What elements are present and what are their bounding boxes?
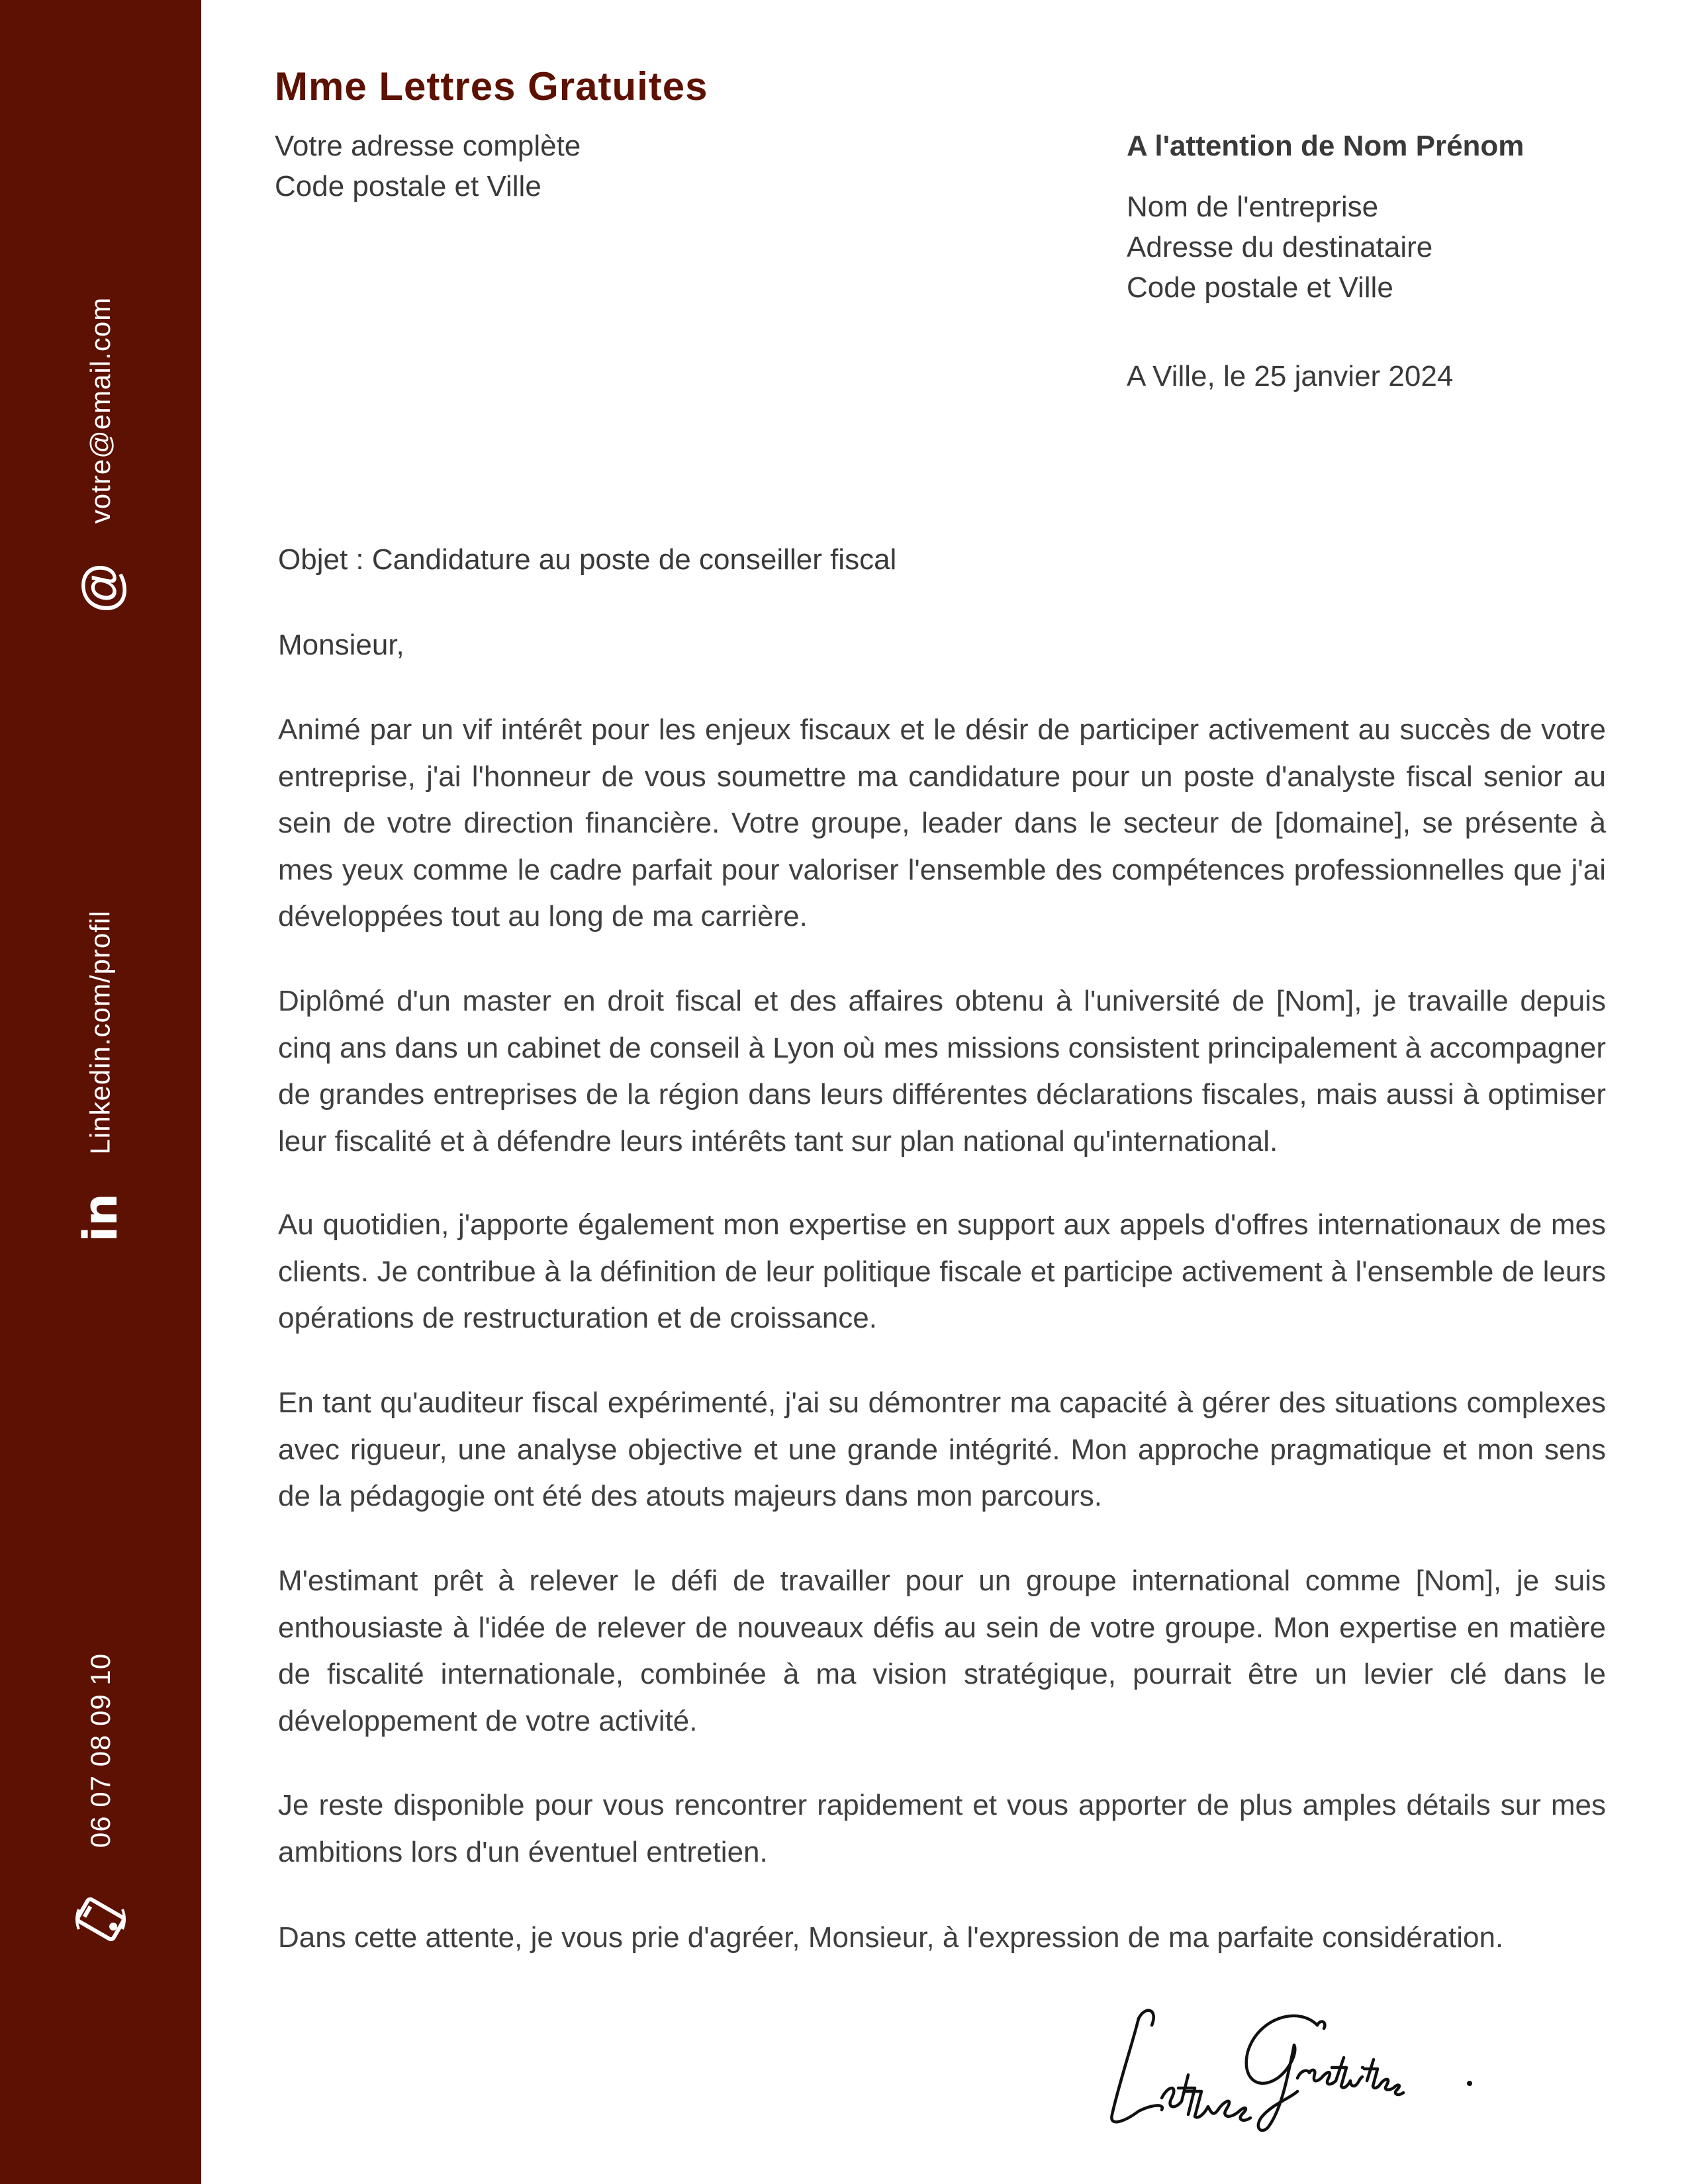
- salutation: Monsieur,: [278, 629, 404, 661]
- phone-icon: [71, 1889, 130, 1949]
- at-icon: @: [71, 562, 130, 614]
- sender-address: [275, 126, 581, 206]
- recipient-city: Code postale et Ville: [1127, 271, 1393, 304]
- closing-paragraph: Dans cette attente, je vous prie d'agréer, Monsieur, à l'expression de ma parfaite considération.: [278, 1921, 1504, 1954]
- sender-address-line1: Votre adresse complète: [275, 130, 581, 162]
- sender-name: Mme Lettres Gratuites: [275, 64, 708, 109]
- sidebar-email[interactable]: [0, 285, 201, 536]
- sidebar-linkedin[interactable]: [0, 890, 201, 1175]
- recipient-company: Nom de l'entreprise: [1127, 191, 1379, 223]
- recipient-address: [1127, 187, 1432, 308]
- date-line: A Ville, le 25 janvier 2024: [1127, 360, 1454, 392]
- signature: [1099, 1979, 1483, 2138]
- recipient-street: Adresse du destinataire: [1127, 231, 1433, 263]
- linkedin-text[interactable]: Linkedin.com/profil: [85, 910, 117, 1155]
- paragraph-5: M'estimant prêt à relever le défi de travailler pour un groupe international comme [Nom], je suis enthousiaste à l'idée de relever de nouveaux défis au sein de votre groupe. Mon expertise en matière de fiscalité internationale, combinée à ma vision stratégique, pourrait être un levier clé dans le développement de votre activité.: [278, 1565, 1606, 1737]
- paragraph-4: En tant qu'auditeur fiscal expérimenté, j'ai su démontrer ma capacité à gérer des situations complexes avec rigueur, une analyse objective et une grande intégrité. Mon approche pragmatique et mon sens de la pédagogie ont été des atouts majeurs dans mon parcours.: [278, 1387, 1606, 1512]
- paragraph-2: Diplômé d'un master en droit fiscal et des affaires obtenu à l'université de [Nom], je travaille depuis cinq ans dans un cabinet de conseil à Lyon où mes missions consistent principalement à accompagner de grandes entreprises de la région dans leurs différentes déclarations fiscales, mais aussi à optimiser leur fiscalité et à défendre leurs intérêts tant sur plan national qu'international.: [278, 985, 1606, 1158]
- linkedin-icon: in: [73, 1193, 128, 1242]
- recipient-attention: A l'attention de Nom Prénom: [1127, 130, 1524, 162]
- sender-address-line2: Code postale et Ville: [275, 170, 541, 203]
- phone-icon-wrap: [0, 1889, 201, 1949]
- subject-line: Objet : Candidature au poste de conseiller fiscal: [278, 543, 897, 576]
- at-icon-wrap: [0, 561, 201, 614]
- paragraph-1: Animé par un vif intérêt pour les enjeux fiscaux et le désir de participer activement au succès de votre entreprise, j'ai l'honneur de vous soumettre ma candidature pour un poste d'analyste fiscal senior au sein de votre direction financière. Votre groupe, leader dans le secteur de [domaine], se présente à mes yeux comme le cadre parfait pour valoriser l'ensemble des compétences professionnelles que j'ai développées tout au long de ma carrière.: [278, 713, 1606, 933]
- linkedin-icon-wrap: [0, 1191, 201, 1244]
- sidebar-phone[interactable]: [0, 1638, 201, 1863]
- paragraph-3: Au quotidien, j'apporte également mon expertise en support aux appels d'offres internationaux de mes clients. Je contribue à la définition de leur politique fiscale et participe activement à l'ensemble de leurs opérations de restructuration et de croissance.: [278, 1208, 1606, 1334]
- paragraph-6: Je reste disponible pour vous rencontrer rapidement et vous apporter de plus amples détails sur mes ambitions lors d'un éventuel entretien.: [278, 1789, 1606, 1868]
- email-text[interactable]: votre@email.com: [85, 296, 117, 524]
- phone-text[interactable]: 06 07 08 09 10: [84, 1653, 116, 1848]
